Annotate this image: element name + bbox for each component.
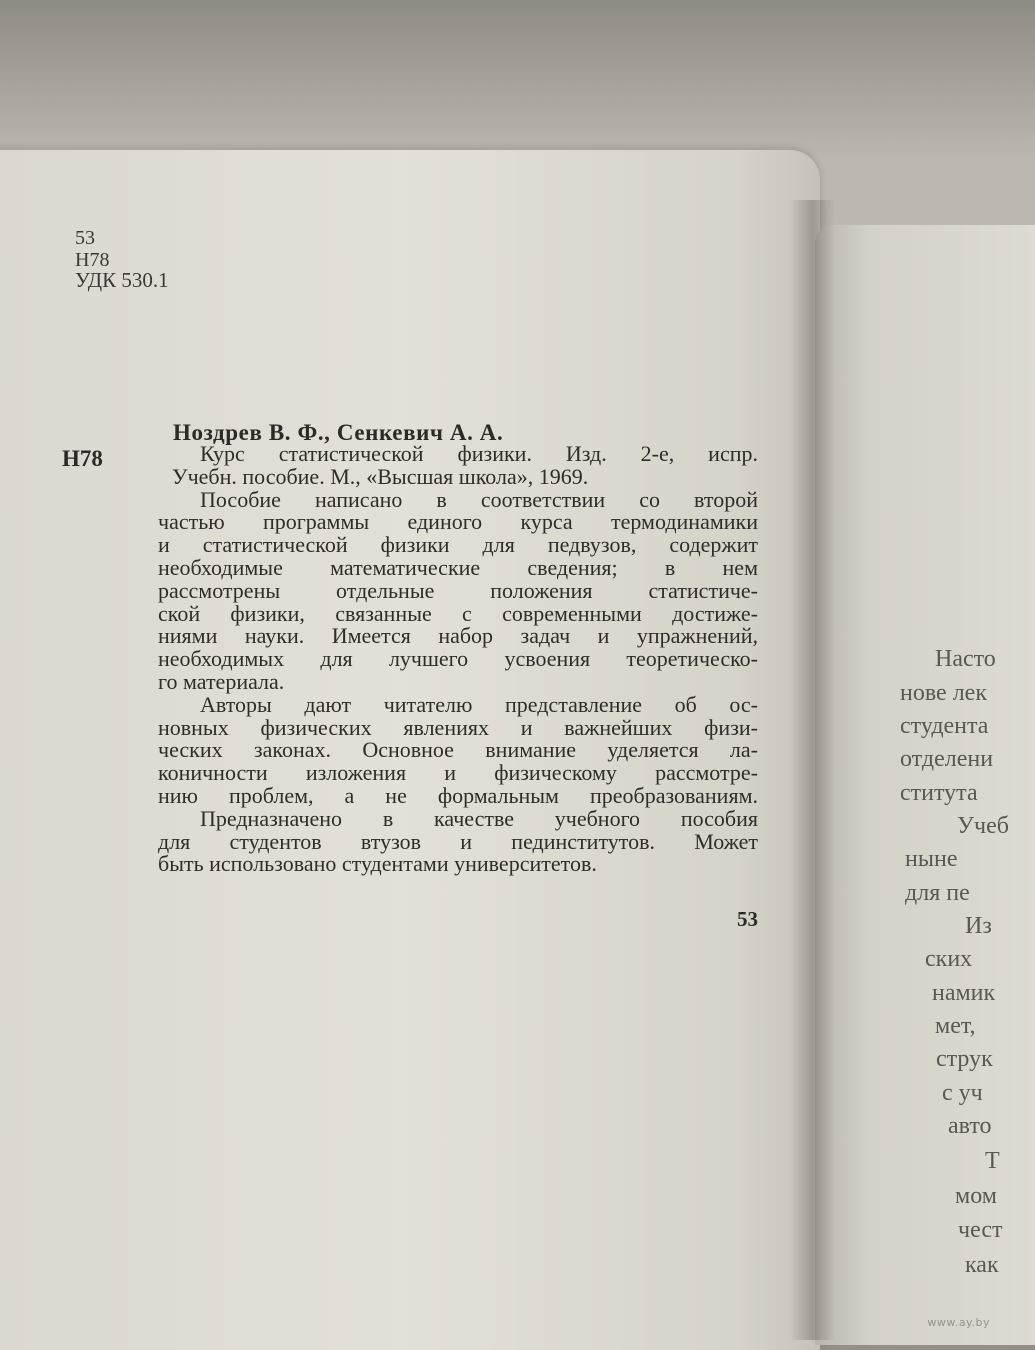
annotation-line: необходимых для лучшего усвоения теоретическо- <box>158 646 758 672</box>
right-page-fragment: ститута <box>900 780 978 806</box>
right-page-fragment: Насто <box>935 646 996 672</box>
annotation-line: Предназначено в качестве учебного пособия <box>200 805 758 831</box>
right-page-fragment: Учеб <box>957 813 1009 839</box>
annotation-line: Авторы дают читателю представление об ос- <box>200 691 758 717</box>
right-page-fragment: ныне <box>905 846 958 872</box>
annotation-line: го материала. <box>158 668 285 694</box>
annotation-line: ниями науки. Имеется набор задач и упражнений, <box>158 623 758 649</box>
book-authors: Ноздрев В. Ф., Сенкевич А. А. <box>173 420 504 445</box>
right-page-fragment: мет, <box>935 1013 976 1039</box>
right-page-fragment: для пе <box>905 880 970 906</box>
annotation-line: необходимые математические сведения; в нем <box>158 554 758 580</box>
annotation-line: частью программы единого курса термодинамики <box>158 509 758 535</box>
right-page-fragment: Из <box>965 913 992 939</box>
right-page-fragment: как <box>965 1252 999 1278</box>
bibliography-line: Курс статистической физики. Изд. 2-е, испр. <box>200 441 758 466</box>
annotation-line: для студентов втузов и пединститутов. Может <box>158 828 758 854</box>
annotation-line: ской физики, связанные с современными достиже- <box>158 600 758 626</box>
annotation-line: нию проблем, а не формальным преобразованиям. <box>158 782 758 808</box>
annotation-line: новных физических явлениях и важнейших физи- <box>158 714 758 740</box>
watermark: www.ay.by <box>927 1316 990 1329</box>
udc-code: УДК 530.1 <box>75 268 169 292</box>
right-page-fragment: нове лек <box>900 680 987 706</box>
author-mark-code: Н78 <box>62 446 103 471</box>
right-page-fragment: Т <box>985 1148 1000 1174</box>
right-page-fragment: чест <box>958 1217 1003 1243</box>
annotation-line: рассмотрены отдельные положения статистиче- <box>158 577 758 603</box>
right-page-fragment: ских <box>925 946 973 972</box>
catalog-code-bottom: 53 <box>737 907 758 931</box>
book-gutter <box>790 200 835 1340</box>
annotation-line: ческих законах. Основное внимание уделяется ла- <box>158 737 758 763</box>
classification-code: 53 <box>75 227 95 249</box>
annotation-block <box>158 443 758 876</box>
annotation-line: Пособие написано в соответствии со второй <box>200 486 758 512</box>
right-page-fragment: студента <box>900 713 989 739</box>
classification-code: Н78 <box>75 249 110 271</box>
right-page-fragment: с уч <box>942 1080 983 1106</box>
right-page-fragment: мом <box>955 1183 997 1209</box>
right-page-fragment: струк <box>936 1046 993 1072</box>
right-page-fragment: намик <box>932 980 996 1006</box>
annotation-line: быть использовано студентами университетов. <box>158 851 597 877</box>
right-page-fragment: отделени <box>900 746 994 772</box>
right-page-fragment: авто <box>948 1113 992 1139</box>
annotation-line: и статистической физики для педвузов, содержит <box>158 532 758 558</box>
bibliography-line: Учебн. пособие. М., «Высшая школа», 1969. <box>172 463 589 489</box>
annotation-line: коничности изложения и физическому рассмотре- <box>158 760 758 786</box>
